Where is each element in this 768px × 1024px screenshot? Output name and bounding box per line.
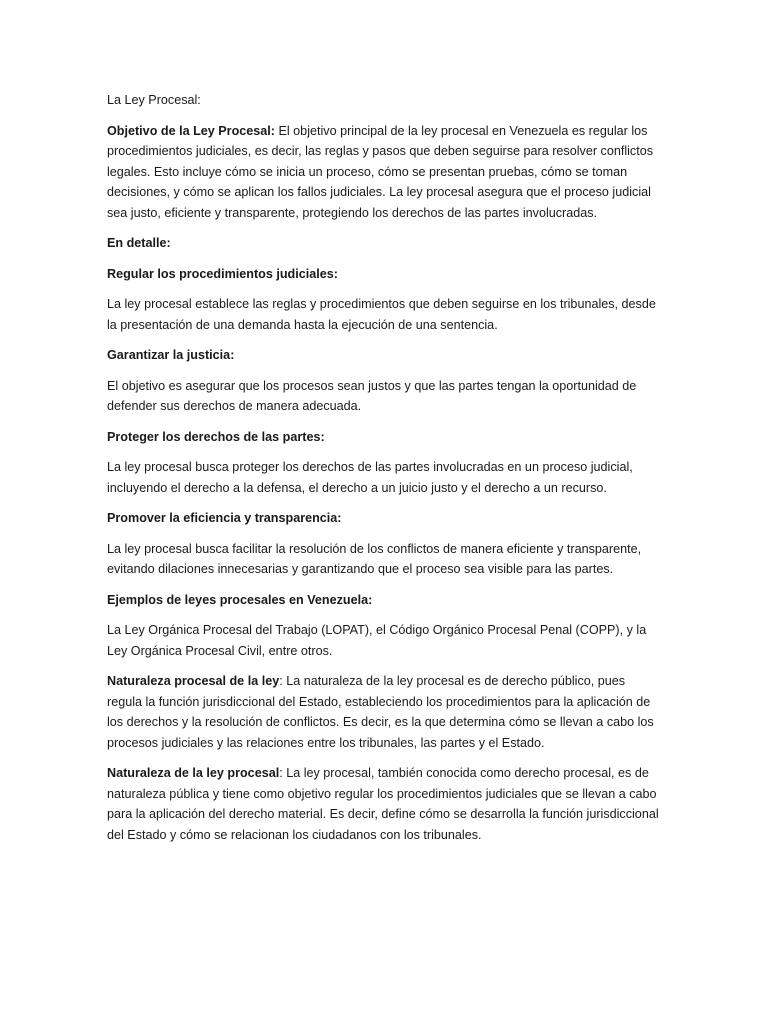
en-detalle-heading: En detalle: <box>107 236 171 250</box>
section-body-garantizar: El objetivo es asegurar que los procesos sean justos y que las partes tengan la oportunidad de defender sus derechos de manera adecuada. <box>107 378 637 413</box>
section-body-ejemplos: La Ley Orgánica Procesal del Trabajo (LOPAT), el Código Orgánico Procesal Penal (COPP), y la Ley Orgánica Procesal Civil, entre otros. <box>107 623 647 658</box>
naturaleza-procesal-paragraph <box>107 671 663 753</box>
objetivo-text: El objetivo principal de la ley procesal en Venezuela es regular los procedimientos judiciales, es decir, las reglas y pasos que deben seguirse para resolver conflictos legales. Esto incluye cómo se inicia un proceso, cómo se presentan pruebas, cómo se toman decisiones, y cómo se aplican los fallos judiciales. La ley procesal asegura que el proceso judicial sea justo, eficiente y transparente, protegiendo los derechos de las partes involucradas. <box>107 123 654 220</box>
naturaleza-ley-paragraph <box>107 763 663 845</box>
section-heading-garantizar: Garantizar la justicia: <box>107 348 235 362</box>
section-heading-proteger: Proteger los derechos de las partes: <box>107 429 325 444</box>
section-body-proteger: La ley procesal busca proteger los derechos de las partes involucradas en un proceso judicial, incluyendo el derecho a la defensa, el derecho a un juicio justo y el derecho a un recurso. <box>107 460 633 495</box>
section-heading-ejemplos: Ejemplos de leyes procesales en Venezuela: <box>107 592 373 607</box>
document-page <box>107 90 663 855</box>
naturaleza-procesal-text: : La naturaleza de la ley procesal es de derecho público, pues regula la función jurisdiccional del Estado, estableciendo los procedimientos para la aplicación de los derechos y la resolución de conflictos. Es decir, es la que determina cómo se llevan a cabo los procesos judiciales y las relaciones entre los tribunales, las partes y el Estado. <box>107 674 654 750</box>
objetivo-paragraph <box>107 121 663 224</box>
objetivo-label: Objetivo de la Ley Procesal: <box>107 123 275 138</box>
naturaleza-procesal-label: Naturaleza procesal de la ley <box>107 674 280 688</box>
section-body-promover: La ley procesal busca facilitar la resolución de los conflictos de manera eficiente y transparente, evitando dilaciones innecesarias y garantizando que el proceso sea visible para las partes. <box>107 541 642 576</box>
section-heading-regular: Regular los procedimientos judiciales: <box>107 266 338 281</box>
document-title: La Ley Procesal: <box>107 93 201 107</box>
naturaleza-ley-text: : La ley procesal, también conocida como derecho procesal, es de naturaleza pública y tiene como objetivo regular los procedimientos judiciales que se llevan a cabo para la aplicación del derecho material. Es decir, define cómo se desarrolla la función jurisdiccional del Estado y cómo se relacionan los ciudadanos con los tribunales. <box>107 766 659 842</box>
naturaleza-ley-label: Naturaleza de la ley procesal <box>107 766 280 780</box>
section-body-regular: La ley procesal establece las reglas y procedimientos que deben seguirse en los tribunales, desde la presentación de una demanda hasta la ejecución de una sentencia. <box>107 297 656 332</box>
section-heading-promover: Promover la eficiencia y transparencia: <box>107 511 342 525</box>
